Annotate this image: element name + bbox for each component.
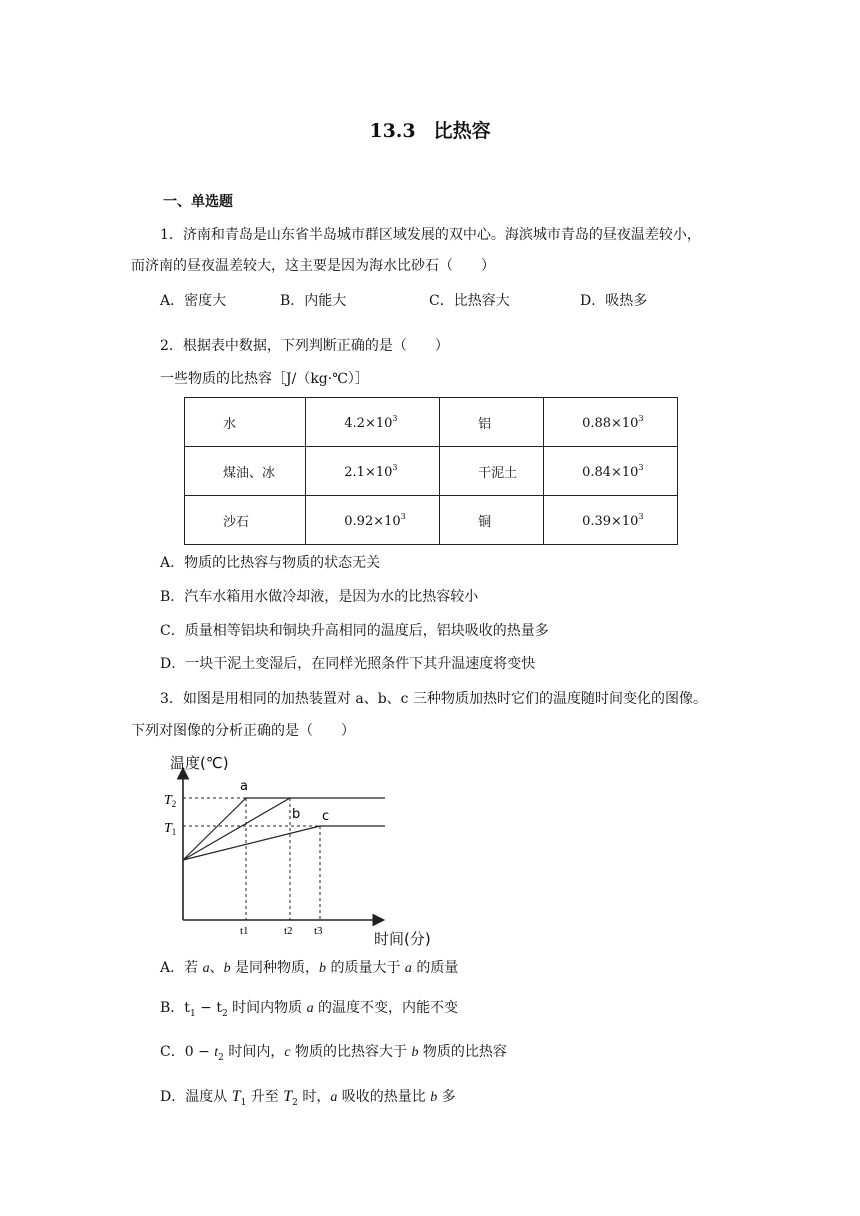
table-cell: $0.84\times 10^3$ [544,447,678,496]
label-b: b [292,807,301,822]
q3-option-c[interactable]: C．$0 - t_2$ 时间内，c 物质的比热容大于 b 物质的比热容 [160,1044,507,1063]
table-cell: $0.39\times 10^3$ [544,496,678,545]
x-axis-label: 时间(分) [374,930,431,948]
table-cell: 煤油、冰 [185,447,306,496]
table-cell: 沙石 [185,496,306,545]
title-text: 比热容 [433,120,491,142]
tick-label-T1: $T_1$ [164,821,177,837]
tick-label-t1: t1 [240,925,249,937]
q2-option-d[interactable]: D．一块干泥土变湿后，在同样光照条件下其升温速度将变快 [160,656,536,672]
q1-option-c[interactable]: C．比热容大 [429,293,510,309]
specific-heat-table [184,397,678,545]
table-row [185,496,678,545]
label-c: c [322,809,330,824]
line-c [183,826,320,860]
q2-stem: 2．根据表中数据，下列判断正确的是（ ） [160,338,449,354]
q2-option-c[interactable]: C．质量相等铝块和铜块升高相同的温度后，铝块吸收的热量多 [160,623,549,639]
q1-stem-line2: 而济南的昼夜温差较大，这主要是因为海水比砂石（ ） [131,258,495,274]
q2-option-b[interactable]: B．汽车水箱用水做冷却液，是因为水的比热容较小 [160,589,479,605]
table-cell: $0.88\times 10^3$ [544,398,678,447]
table-cell: 铝 [440,398,544,447]
q3-option-a[interactable]: A．若 a、b 是同种物质，b 的质量大于 a 的质量 [160,960,459,976]
table-cell: $4.2\times 10^3$ [306,398,440,447]
tick-label-t3: t3 [314,925,323,937]
q3-option-d[interactable]: D．温度从 $T_1$ 升至 $T_2$ 时，a 吸收的热量比 b 多 [160,1088,456,1108]
q3-stem-line2: 下列对图像的分析正确的是（ ） [131,723,355,739]
y-axis-label: 温度(℃) [170,754,229,772]
tick-label-T2: $T_2$ [164,793,177,809]
section-heading: 一、单选题 [163,194,233,210]
table-row [185,398,678,447]
temperature-time-graph [160,748,460,948]
q3-option-b[interactable]: B．$t_1 - t_2$ 时间内物质 a 的温度不变，内能不变 [160,1000,459,1019]
tick-label-t2: t2 [284,925,293,937]
label-a: a [240,779,248,794]
table-caption: 一些物质的比热容［J/（kg·℃）］ [160,371,369,387]
q1-stem-line1: 1．济南和青岛是山东省半岛城市群区域发展的双中心。海滨城市青岛的昼夜温差较小， [160,227,701,243]
table-cell: 干泥土 [440,447,544,496]
table-row [185,447,678,496]
table-cell: 水 [185,398,306,447]
q1-option-b[interactable]: B．内能大 [280,293,347,309]
table-cell: 铜 [440,496,544,545]
q3-stem-line1: 3．如图是用相同的加热装置对 a、b、c 三种物质加热时它们的温度随时间变化的图像。 [160,691,707,707]
table-cell: $2.1\times 10^3$ [306,447,440,496]
q2-option-a[interactable]: A．物质的比热容与物质的状态无关 [160,555,381,571]
q1-option-d[interactable]: D．吸热多 [580,293,648,309]
page-title [0,116,860,143]
table-cell: $0.92\times 10^3$ [306,496,440,545]
q1-option-a[interactable]: A．密度大 [160,293,227,309]
title-number: 13.3 [369,120,416,142]
